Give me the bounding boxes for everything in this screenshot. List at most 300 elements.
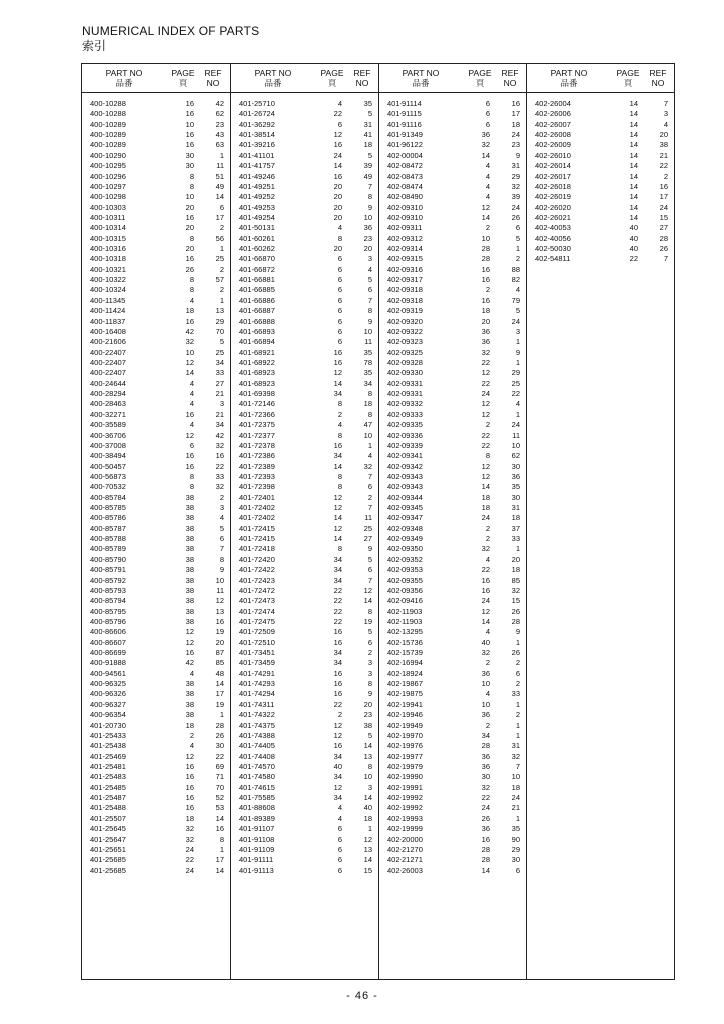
ref-number-cell: 18 (511, 782, 520, 792)
part-number: 400-32271 (90, 409, 126, 419)
part-number: 402-19993 (387, 813, 423, 823)
page-number-cell: 8 (189, 233, 194, 243)
parts-index-table (81, 63, 675, 980)
page-number-cell: 12 (481, 409, 490, 419)
page-number-cell: 14 (481, 212, 490, 222)
page-number-cell: 12 (481, 368, 490, 378)
ref-number-cell: 6 (367, 482, 372, 492)
page-number-cell: 32 (185, 824, 194, 834)
part-number: 400-70532 (90, 482, 126, 492)
table-row (82, 586, 230, 596)
table-row (82, 379, 230, 389)
table-row (82, 741, 230, 751)
part-number: 400-10303 (90, 202, 126, 212)
page-number-cell: 8 (337, 233, 342, 243)
table-row (231, 803, 378, 813)
table-row (231, 234, 378, 244)
ref-number-cell: 25 (511, 378, 520, 388)
part-number: 400-22407 (90, 357, 126, 367)
page-number-cell: 24 (481, 803, 490, 813)
page-number-cell: 16 (333, 668, 342, 678)
table-row (379, 99, 526, 109)
page-number-cell: 38 (185, 679, 194, 689)
page-number-cell: 24 (481, 596, 490, 606)
table-row (82, 503, 230, 513)
part-number: 401-74408 (239, 751, 275, 761)
part-number: 402-15739 (387, 648, 423, 658)
ref-number-cell: 1 (219, 710, 224, 720)
part-number: 401-68923 (239, 368, 275, 378)
part-number: 402-09355 (387, 575, 423, 585)
page-number-cell: 12 (185, 751, 194, 761)
ref-number-cell: 1 (515, 813, 520, 823)
page-number-cell: 12 (185, 430, 194, 440)
table-row (231, 741, 378, 751)
table-row (379, 524, 526, 534)
ref-number-cell: 7 (367, 503, 372, 513)
page-number-cell: 30 (185, 150, 194, 160)
ref-number-cell: 1 (219, 295, 224, 305)
page-subtitle: 索引 (82, 39, 107, 53)
table-row (231, 337, 378, 347)
ref-number-cell: 2 (515, 658, 520, 668)
page-number-cell: 40 (481, 637, 490, 647)
page-number-cell: 26 (481, 813, 490, 823)
page-number-cell: 20 (333, 202, 342, 212)
part-number: 402-26003 (387, 865, 423, 875)
part-number: 401-25487 (90, 793, 126, 803)
page-number-cell: 32 (185, 337, 194, 347)
page-number-cell: 16 (481, 834, 490, 844)
ref-number-cell: 8 (219, 554, 224, 564)
part-number: 401-68923 (239, 378, 275, 388)
table-row (231, 130, 378, 140)
ref-number-cell: 14 (363, 741, 372, 751)
table-row (379, 648, 526, 658)
page-number-cell: 4 (189, 420, 194, 430)
table-row (82, 203, 230, 213)
ref-number-cell: 26 (511, 648, 520, 658)
ref-number-cell: 1 (515, 699, 520, 709)
page-number-cell: 16 (481, 585, 490, 595)
ref-number-cell: 3 (367, 658, 372, 668)
ref-number-cell: 3 (663, 109, 668, 119)
part-number: 401-91113 (239, 865, 274, 875)
page-number-cell: 18 (481, 306, 490, 316)
table-row (379, 389, 526, 399)
part-number: 401-74293 (239, 679, 275, 689)
page-number-cell: 10 (481, 699, 490, 709)
part-number: 401-68922 (239, 357, 275, 367)
ref-number-cell: 11 (512, 430, 520, 440)
table-row (82, 431, 230, 441)
part-number: 401-60262 (239, 244, 275, 254)
ref-number-cell: 15 (511, 596, 520, 606)
ref-number-cell: 8 (367, 306, 372, 316)
header-page: PAGE 頁 (616, 68, 640, 88)
part-number: 400-86607 (90, 637, 126, 647)
table-row (379, 824, 526, 834)
page-number-cell: 38 (185, 544, 194, 554)
table-row (379, 482, 526, 492)
page-number-cell: 4 (337, 803, 342, 813)
page-number-cell: 22 (481, 565, 490, 575)
part-number: 402-26019 (535, 192, 571, 202)
table-row (379, 451, 526, 461)
table-row (379, 565, 526, 575)
ref-number-cell: 41 (363, 130, 372, 140)
table-row (379, 845, 526, 855)
ref-number-cell: 85 (511, 575, 520, 585)
part-number: 400-85796 (90, 616, 126, 626)
page-number-cell: 8 (189, 181, 194, 191)
page-number-cell: 4 (485, 171, 490, 181)
page-number-cell: 16 (185, 212, 194, 222)
table-row (82, 555, 230, 565)
table-row (379, 431, 526, 441)
page-number-cell: 12 (481, 202, 490, 212)
row-list (527, 99, 674, 265)
page-number-cell: 40 (629, 223, 638, 233)
page-number-cell: 14 (629, 99, 638, 108)
page-number-cell: 22 (333, 616, 342, 626)
part-number: 402-19976 (387, 741, 423, 751)
page-number-cell: 16 (185, 803, 194, 813)
page-number-cell: 22 (333, 596, 342, 606)
ref-number-cell: 26 (511, 606, 520, 616)
table-row (82, 721, 230, 731)
ref-number-cell: 9 (515, 627, 520, 637)
page-number-cell: 34 (333, 451, 342, 461)
index-column-4 (526, 64, 674, 979)
part-number: 402-09333 (387, 409, 423, 419)
part-number: 401-74294 (239, 689, 275, 699)
table-row (231, 109, 378, 119)
ref-number-cell: 23 (363, 710, 372, 720)
table-row (82, 772, 230, 782)
part-number: 402-09331 (387, 378, 423, 388)
page-number-cell: 38 (185, 596, 194, 606)
page-number-cell: 36 (481, 130, 490, 140)
page-number-cell: 32 (481, 544, 490, 554)
ref-number-cell: 85 (215, 658, 224, 668)
ref-number-cell: 29 (511, 171, 520, 181)
ref-number-cell: 6 (515, 668, 520, 678)
page-number-cell: 6 (337, 855, 342, 865)
part-number: 402-09336 (387, 430, 423, 440)
part-number: 402-19941 (387, 699, 423, 709)
part-number: 402-09323 (387, 337, 423, 347)
page-number-cell: 8 (337, 430, 342, 440)
part-number: 402-26008 (535, 130, 571, 140)
page-number-cell: 16 (481, 275, 490, 285)
page-number-cell: 16 (185, 793, 194, 803)
page-number-cell: 6 (337, 824, 342, 834)
ref-number-cell: 31 (511, 503, 520, 513)
part-number: 400-96325 (90, 679, 126, 689)
table-row (82, 731, 230, 741)
page-number-cell: 34 (333, 793, 342, 803)
page-number-cell: 22 (481, 440, 490, 450)
part-number: 402-09318 (387, 285, 423, 295)
part-number: 402-09356 (387, 585, 423, 595)
page-number-cell: 4 (189, 295, 194, 305)
page-number-cell: 18 (481, 492, 490, 502)
part-number: 400-10297 (90, 181, 126, 191)
part-number: 402-09322 (387, 326, 423, 336)
ref-number-cell: 30 (511, 461, 520, 471)
ref-number-cell: 8 (367, 192, 372, 202)
page-number-cell: 14 (629, 119, 638, 129)
ref-number-cell: 17 (215, 212, 224, 222)
ref-number-cell: 38 (659, 140, 668, 150)
ref-number-cell: 10 (363, 772, 372, 782)
page-title: NUMERICAL INDEX OF PARTS (82, 24, 260, 38)
ref-number-cell: 5 (515, 233, 520, 243)
ref-number-cell: 29 (215, 316, 224, 326)
table-row (379, 596, 526, 606)
table-row (231, 648, 378, 658)
part-number: 401-25685 (90, 865, 126, 875)
page-number-cell: 14 (333, 461, 342, 471)
table-row (82, 803, 230, 813)
ref-number-cell: 1 (367, 824, 372, 834)
ref-number-cell: 11 (216, 161, 224, 171)
part-number: 400-37008 (90, 440, 126, 450)
ref-number-cell: 3 (367, 254, 372, 264)
ref-number-cell: 16 (511, 99, 520, 108)
table-row (231, 855, 378, 865)
ref-number-cell: 1 (515, 637, 520, 647)
part-number: 402-09344 (387, 492, 423, 502)
table-row (231, 762, 378, 772)
table-row (82, 140, 230, 150)
table-row (82, 534, 230, 544)
ref-number-cell: 12 (215, 596, 224, 606)
ref-number-cell: 9 (219, 565, 224, 575)
ref-number-cell: 15 (363, 865, 372, 875)
index-column-1 (82, 64, 230, 979)
table-row (82, 565, 230, 575)
part-number: 400-22407 (90, 368, 126, 378)
table-row (379, 586, 526, 596)
table-row (82, 814, 230, 824)
page-number-cell: 14 (629, 181, 638, 191)
part-number: 401-91111 (239, 855, 274, 865)
table-row (82, 617, 230, 627)
ref-number-cell: 24 (511, 202, 520, 212)
page-number-cell: 26 (185, 264, 194, 274)
ref-number-cell: 11 (216, 585, 224, 595)
table-row (82, 845, 230, 855)
table-row (527, 192, 674, 202)
page-number-cell: 16 (333, 171, 342, 181)
ref-number-cell: 5 (515, 306, 520, 316)
ref-number-cell: 2 (515, 710, 520, 720)
table-row (82, 762, 230, 772)
header-page: PAGE 頁 (171, 68, 195, 88)
table-row (82, 824, 230, 834)
page-number-cell: 2 (485, 223, 490, 233)
part-number: 402-08490 (387, 192, 423, 202)
ref-number-cell: 79 (511, 295, 520, 305)
part-number: 401-91115 (387, 109, 422, 119)
part-number: 400-10322 (90, 275, 126, 285)
ref-number-cell: 87 (215, 648, 224, 658)
ref-number-cell: 34 (363, 378, 372, 388)
page-number-cell: 34 (333, 575, 342, 585)
ref-number-cell: 30 (511, 492, 520, 502)
part-number: 402-26017 (535, 171, 571, 181)
table-row (527, 254, 674, 264)
page-number-cell: 10 (481, 679, 490, 689)
ref-number-cell: 23 (215, 119, 224, 129)
part-number: 402-09416 (387, 596, 423, 606)
part-number: 400-10321 (90, 264, 126, 274)
table-row (231, 669, 378, 679)
page-number-cell: 40 (629, 244, 638, 254)
ref-number-cell: 20 (363, 699, 372, 709)
part-number: 400-10311 (90, 212, 126, 222)
part-number: 401-66888 (239, 316, 275, 326)
table-row (379, 399, 526, 409)
table-row (82, 296, 230, 306)
ref-number-cell: 3 (367, 668, 372, 678)
ref-number-cell: 10 (511, 440, 520, 450)
table-row (527, 172, 674, 182)
table-row (527, 223, 674, 233)
part-number: 402-11903 (387, 606, 423, 616)
ref-number-cell: 5 (367, 554, 372, 564)
page-number-cell: 16 (333, 140, 342, 150)
ref-number-cell: 2 (219, 264, 224, 274)
page-number-cell: 4 (189, 399, 194, 409)
table-row (231, 835, 378, 845)
part-number: 400-21606 (90, 337, 126, 347)
ref-number-cell: 30 (511, 855, 520, 865)
table-row (379, 192, 526, 202)
page-number-cell: 34 (333, 565, 342, 575)
page-number-cell: 22 (333, 109, 342, 119)
ref-number-cell: 14 (215, 865, 224, 875)
page-number-cell: 34 (333, 772, 342, 782)
part-number: 401-72389 (239, 461, 275, 471)
ref-number-cell: 18 (363, 399, 372, 409)
ref-number-cell: 62 (215, 109, 224, 119)
table-row (379, 835, 526, 845)
page-number-cell: 22 (481, 793, 490, 803)
part-number: 402-09314 (387, 244, 423, 254)
part-number: 401-72378 (239, 440, 275, 450)
column-header (231, 64, 378, 93)
page-number-cell: 34 (333, 389, 342, 399)
table-row (82, 679, 230, 689)
ref-number-cell: 62 (511, 451, 520, 461)
page-number-cell: 18 (185, 720, 194, 730)
page-number-cell: 4 (189, 389, 194, 399)
ref-number-cell: 6 (367, 565, 372, 575)
part-number: 402-40053 (535, 223, 571, 233)
table-row (379, 441, 526, 451)
part-number: 402-50030 (535, 244, 571, 254)
table-row (379, 140, 526, 150)
table-row (231, 327, 378, 337)
table-row (379, 710, 526, 720)
page-number-cell: 2 (485, 523, 490, 533)
part-number: 402-09318 (387, 295, 423, 305)
ref-number-cell: 10 (511, 772, 520, 782)
ref-number-cell: 8 (367, 762, 372, 771)
part-number: 402-08473 (387, 171, 423, 181)
table-row (379, 721, 526, 731)
table-row (379, 161, 526, 171)
part-number: 402-11903 (387, 616, 423, 626)
part-number: 400-96354 (90, 710, 126, 720)
part-number: 400-10289 (90, 119, 126, 129)
table-row (231, 399, 378, 409)
table-row (231, 731, 378, 741)
ref-number-cell: 7 (219, 544, 224, 554)
ref-number-cell: 82 (511, 275, 520, 285)
page-number-cell: 36 (481, 326, 490, 336)
page-number-cell: 8 (337, 482, 342, 492)
page-number-cell: 14 (333, 378, 342, 388)
table-row (231, 793, 378, 803)
ref-number-cell: 70 (215, 782, 224, 792)
ref-number-cell: 34 (215, 420, 224, 430)
part-number: 401-74291 (239, 668, 275, 678)
part-number: 400-11345 (90, 295, 126, 305)
part-number: 402-09332 (387, 399, 423, 409)
table-row (231, 317, 378, 327)
page-number-cell: 2 (337, 710, 342, 720)
part-number: 400-10314 (90, 223, 126, 233)
part-number: 400-85789 (90, 544, 126, 554)
ref-number-cell: 16 (659, 181, 668, 191)
table-row (379, 358, 526, 368)
page-number-cell: 2 (189, 730, 194, 740)
part-number: 402-15736 (387, 637, 423, 647)
part-number: 401-72146 (239, 399, 275, 409)
page-number-cell: 16 (185, 109, 194, 119)
page-number-cell: 16 (185, 140, 194, 150)
table-row (82, 648, 230, 658)
table-row (82, 700, 230, 710)
page-number-cell: 16 (333, 357, 342, 367)
part-number: 402-09330 (387, 368, 423, 378)
page-number-cell: 28 (481, 844, 490, 854)
table-row (231, 544, 378, 554)
table-row (231, 814, 378, 824)
ref-number-cell: 33 (511, 689, 520, 699)
page-number-cell: 16 (185, 316, 194, 326)
table-row (82, 513, 230, 523)
part-number: 401-72422 (239, 565, 275, 575)
table-row (379, 793, 526, 803)
index-column-3 (378, 64, 526, 979)
ref-number-cell: 24 (511, 420, 520, 430)
part-number: 402-09316 (387, 264, 423, 274)
part-number: 402-19977 (387, 751, 423, 761)
ref-number-cell: 17 (215, 689, 224, 699)
ref-number-cell: 1 (219, 244, 224, 254)
page-number-cell: 18 (185, 306, 194, 316)
ref-number-cell: 7 (515, 762, 520, 771)
page-number-cell: 16 (333, 440, 342, 450)
ref-number-cell: 21 (215, 409, 224, 419)
page-number-cell: 4 (337, 420, 342, 430)
table-row (379, 379, 526, 389)
